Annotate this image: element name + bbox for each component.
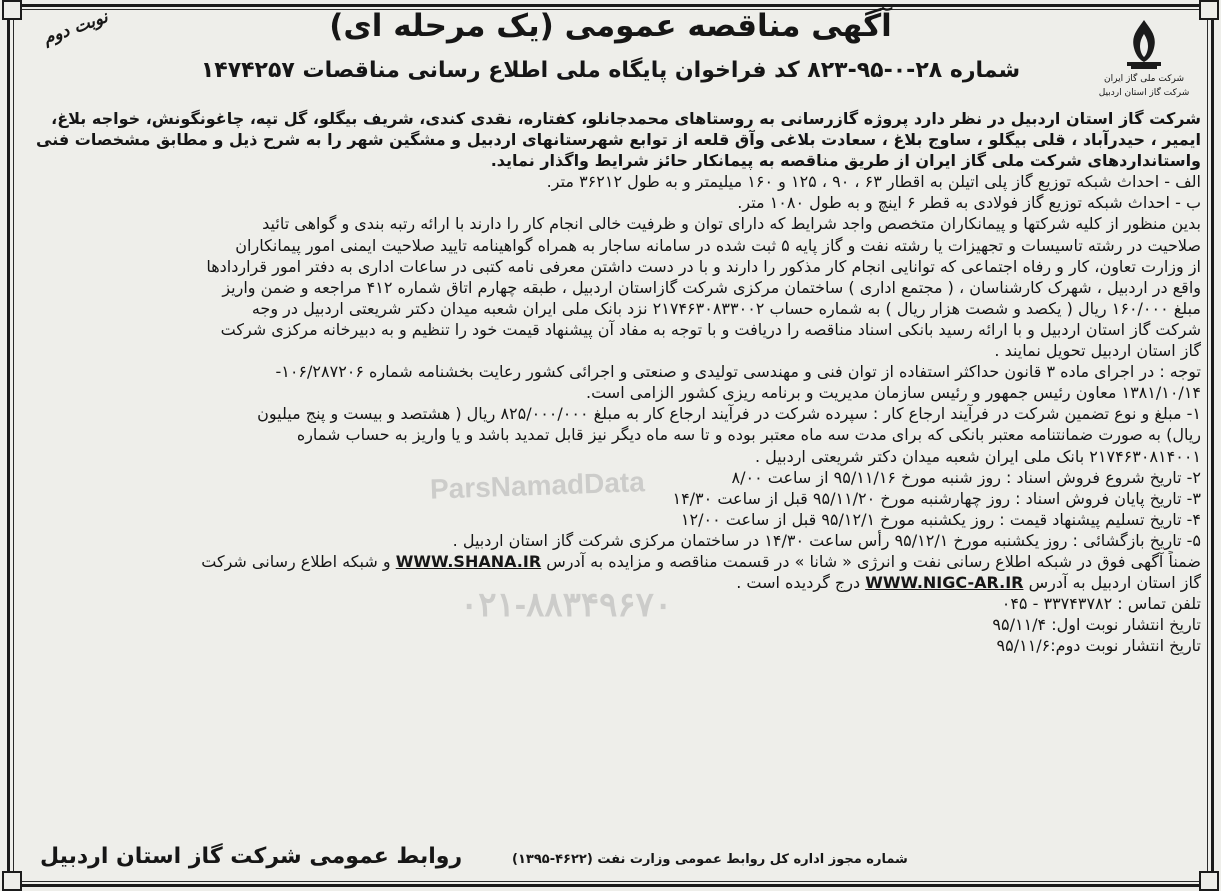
body-line: ریال) به صورت ضمانتنامه معتبر بانکی که برای مدت سه ماه معتبر بوده و تا سه ماه دیگر نیز قابل تمدید باشد و یا واریز به حساب شماره (296, 425, 1201, 445)
body-line-nigc (25, 572, 1201, 593)
shana-text-before: ضمناً آگهی فوق در شبکه اطلاع رسانی نفت و انرژی « شانا » در قسمت مناقصه و مزایده به آدرس (546, 551, 1201, 571)
body-line: ۱- مبلغ و نوع تضمین شرکت در فرآیند ارجاع کار : سپرده شرکت در فرآیند ارجاع کار به مبلغ ۸۲۵/۰۰۰/۰۰۰ ریال ( هشتصد و بیست و پنج میلیون (257, 404, 1201, 424)
body-line: بدین منظور از کلیه شرکتها و پیمانکاران متخصص واجد شرایط که دارای توان و ظرفیت خالی انجام کار را دارند با ارائه رتبه بندی و گواهی تائید (262, 214, 1201, 234)
watermark-brand: ParsNamadData (429, 466, 646, 505)
second-publish-date: تاریخ انتشار نوبت دوم:۹۵/۱۱/۶ (996, 636, 1201, 656)
notice-body (25, 108, 1201, 656)
body-line: ۲- تاریخ شروع فروش اسناد : روز شنبه مورخ ۹۵/۱۱/۱۶ از ساعت ۸/۰۰ (731, 467, 1201, 487)
corner-ornament (1199, 871, 1219, 891)
permit-number: شماره مجوز اداره کل روابط عمومی وزارت نفت (۴۶۲۲-۱۳۹۵) (512, 852, 908, 867)
notice-title: آگهی مناقصه عمومی (یک مرحله ای) (329, 8, 892, 44)
body-line: صلاحیت در رشته تاسیسات و تجهیزات یا رشته نفت و گاز پایه ۵ ثبت شده در سامانه ساجار به همراه گواهینامه تایید صلاحیت ایمنی امور پیمانکاران (235, 235, 1201, 255)
shana-url-link[interactable]: WWW.SHANA.IR (395, 551, 542, 571)
corner-ornament (2, 871, 22, 891)
body-line: ۱۳۸۱/۱۰/۱۴ معاون رئیس جمهور و رئیس سازمان مدیریت و برنامه ریزی کشور الزامی است. (586, 383, 1201, 403)
nigc-text-after: درج گردیده است . (736, 573, 861, 593)
contact-phone: تلفن تماس : ۳۳۷۴۳۷۸۲ - ۰۴۵ (1001, 594, 1201, 614)
nigc-logo (1089, 18, 1199, 108)
body-line-shana (25, 551, 1201, 572)
notice-subtitle: شماره ۲۸-۰-۹۵-۸۲۳ کد فراخوان پایگاه ملی اطلاع رسانی مناقصات ۱۴۷۴۲۵۷ (200, 58, 1021, 83)
second-issue-stamp: نوبت دوم (40, 7, 111, 49)
public-relations-signature: روابط عمومی شرکت گاز استان اردبیل (40, 844, 463, 869)
nigc-url-link[interactable]: WWW.NIGC-AR.IR (865, 573, 1024, 593)
corner-ornament (1199, 0, 1219, 20)
shana-text-after: و شبکه اطلاع رسانی شرکت (201, 551, 391, 571)
logo-caption-company: شرکت ملی گاز ایران (1104, 74, 1184, 84)
body-line: ایمیر ، حیدرآباد ، قلی بیگلو ، ساوج بلاغ ، سعادت بلاغی وآق قلعه از توابع شهرستانهای اردبیل و مشگین شهر را به شرح ذیل و مطابق مشخصات فنی (36, 130, 1201, 150)
body-line: ۵- تاریخ بازگشائی : روز یکشنبه مورخ ۹۵/۱۲/۱ رأس ساعت ۱۴/۳۰ در ساختمان مرکزی شرکت گاز استان اردبیل . (452, 530, 1201, 550)
body-line: شرکت گاز استان اردبیل در نظر دارد پروژه گازرسانی به روستاهای محمدجانلو، کفتاره، نقدی کندی، شریف بیگلو، گل تپه، چاغونگونش، خواجه بلاغ، (51, 109, 1201, 128)
watermark-phone: ۰۲۱-۸۸۳۴۹۶۷۰ (460, 586, 673, 624)
body-line: ب - احداث شبکه توزیع گاز فولادی به قطر ۶ اینچ و به طول ۱۰۸۰ متر. (737, 193, 1201, 213)
body-line: از وزارت تعاون، کار و رفاه اجتماعی که توانایی انجام کار مذکور را دارند و با در دست داشتن معرفی نامه کتبی در ساعات اداری به دفتر امور قراردادها (206, 256, 1201, 276)
corner-ornament (2, 0, 22, 20)
body-line: مبلغ ۱۶۰/۰۰۰ ریال ( یکصد و شصت هزار ریال ) به شماره حساب ۲۱۷۴۶۳۰۸۳۳۰۰۲ نزد بانک ملی ایران شعبه میدان دکتر شریعتی اردبیل در وجه (251, 298, 1201, 318)
body-line: الف - احداث شبکه توزیع گاز پلی اتیلن به اقطار ۶۳ ، ۹۰ ، ۱۲۵ و ۱۶۰ میلیمتر و به طول ۳۶۲۱۲ متر. (546, 172, 1201, 192)
body-line: شرکت گاز استان اردبیل و با ارائه رسید بانکی اسناد مناقصه را دریافت و با توجه به مفاد آن پیشنهاد قیمت خود را تنظیم و به دبیرخانه مرکزی شرکت (220, 319, 1201, 339)
body-line: ۲۱۷۴۶۳۰۸۱۴۰۰۱ بانک ملی ایران شعبه میدان دکتر شریعتی اردبیل . (755, 446, 1201, 466)
flame-emblem-icon (1121, 18, 1167, 70)
body-line: ۳- تاریخ پایان فروش اسناد : روز چهارشنبه مورخ ۹۵/۱۱/۲۰ قبل از ساعت ۱۴/۳۰ (672, 488, 1201, 508)
body-line: واقع در اردبیل ، شهرک کارشناسان ، ( مجتمع اداری ) ساختمان مرکزی شرکت گازاستان اردبیل ، طبقه چهارم اتاق شماره ۴۱۲ مراجعه و ضمن واریز (222, 277, 1201, 297)
nigc-text-before: گاز استان اردبیل به آدرس (1028, 573, 1201, 593)
body-line: گاز استان اردبیل تحویل نمایند . (994, 341, 1201, 361)
first-publish-date: تاریخ انتشار نوبت اول: ۹۵/۱۱/۴ (992, 615, 1201, 635)
logo-caption-province: شرکت گاز استان اردبیل (1098, 88, 1190, 98)
body-line: توجه : در اجرای ماده ۳ قانون حداکثر استفاده از توان فنی و مهندسی تولیدی و صنعتی و اجرائی کشور رعایت بخشنامه شماره ۱۰۶/۲۸۷۲۰۶- (275, 362, 1201, 382)
body-line: ۴- تاریخ تسلیم پیشنهاد قیمت : روز یکشنبه مورخ ۹۵/۱۲/۱ قبل از ساعت ۱۲/۰۰ (680, 509, 1201, 529)
body-line: واستانداردهای شرکت ملی گاز ایران از طریق مناقصه به پیمانکار حائز شرایط واگذار نماید. (490, 151, 1201, 171)
